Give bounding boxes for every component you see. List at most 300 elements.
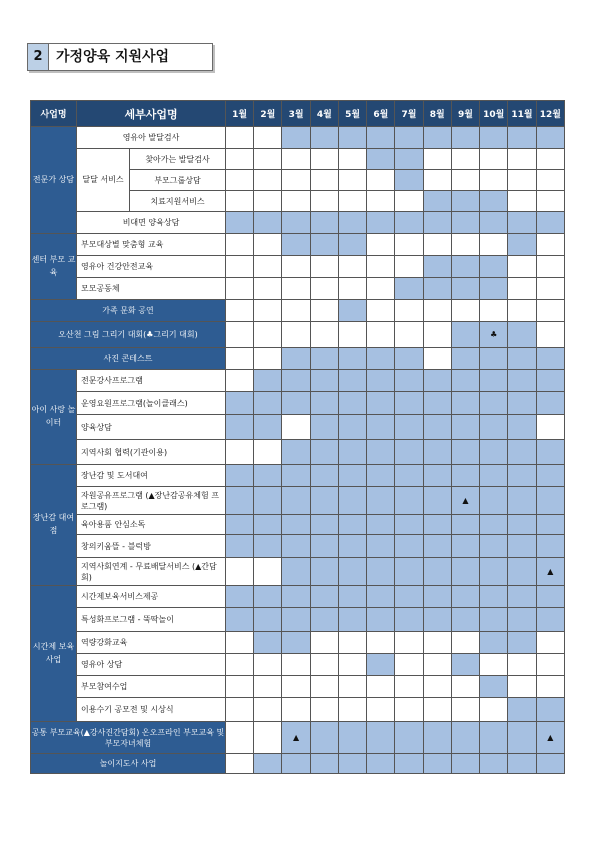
- month-cell: [338, 149, 366, 170]
- month-cell: [254, 440, 282, 465]
- item-label: 사진 콘테스트: [31, 348, 226, 370]
- month-cell: [395, 586, 423, 608]
- month-header: 10월: [480, 101, 508, 127]
- month-cell: [254, 515, 282, 535]
- item-label: 지역사회연계 - 무료배달서비스 (▲간담회): [77, 558, 226, 586]
- month-cell: [480, 698, 508, 722]
- month-cell: [480, 654, 508, 676]
- month-cell: [282, 322, 310, 348]
- item-label: 이용수기 공모전 및 시상식: [77, 698, 226, 722]
- month-cell: [310, 127, 338, 149]
- month-cell: [508, 370, 536, 392]
- month-cell: [536, 487, 564, 515]
- month-cell: [310, 322, 338, 348]
- month-cell: [254, 676, 282, 698]
- month-cell: [395, 212, 423, 234]
- month-header: 12월: [536, 101, 564, 127]
- month-cell: [338, 348, 366, 370]
- month-cell: [508, 278, 536, 300]
- month-cell: [226, 322, 254, 348]
- month-cell: [338, 754, 366, 774]
- month-cell: [508, 127, 536, 149]
- month-cell: [451, 392, 479, 415]
- month-cell: [254, 487, 282, 515]
- month-cell: [536, 698, 564, 722]
- month-cell: [282, 654, 310, 676]
- table-row: [31, 654, 565, 676]
- month-cell: [508, 535, 536, 558]
- month-cell: [536, 300, 564, 322]
- month-cell: [423, 654, 451, 676]
- month-cell: [367, 127, 395, 149]
- month-cell: [536, 440, 564, 465]
- month-cell: [508, 348, 536, 370]
- month-cell: [536, 586, 564, 608]
- month-header: 6월: [367, 101, 395, 127]
- month-cell: [508, 558, 536, 586]
- month-cell: [451, 256, 479, 278]
- month-cell: [310, 515, 338, 535]
- month-cell: [395, 632, 423, 654]
- month-cell: [367, 487, 395, 515]
- month-cell: [536, 191, 564, 212]
- month-cell: [310, 256, 338, 278]
- month-cell: [508, 722, 536, 754]
- month-cell: [536, 170, 564, 191]
- month-cell: [367, 322, 395, 348]
- month-cell: [310, 558, 338, 586]
- month-cell: [480, 234, 508, 256]
- month-cell: [395, 654, 423, 676]
- month-cell: [338, 535, 366, 558]
- month-cell: [282, 632, 310, 654]
- month-cell: [310, 654, 338, 676]
- month-cell: [508, 415, 536, 440]
- month-cell: [226, 392, 254, 415]
- month-cell: [254, 535, 282, 558]
- month-cell: [451, 608, 479, 632]
- month-cell: [282, 256, 310, 278]
- month-cell: [508, 392, 536, 415]
- month-cell: [338, 234, 366, 256]
- month-cell: [310, 392, 338, 415]
- month-cell: [451, 515, 479, 535]
- item-label: 오산천 그림 그리기 대회(♣그리기 대회): [31, 322, 226, 348]
- month-cell: [310, 632, 338, 654]
- month-cell: [367, 170, 395, 191]
- month-cell: [254, 348, 282, 370]
- month-header: 8월: [423, 101, 451, 127]
- month-cell: [282, 754, 310, 774]
- month-cell: [254, 234, 282, 256]
- table-row: [31, 322, 565, 348]
- month-cell: [480, 515, 508, 535]
- month-cell: [367, 586, 395, 608]
- month-cell: [451, 535, 479, 558]
- item-label: 지역사회 협력(기관이용): [77, 440, 226, 465]
- month-cell: [451, 127, 479, 149]
- month-cell: [395, 440, 423, 465]
- month-cell: [423, 515, 451, 535]
- month-cell: [423, 698, 451, 722]
- month-cell: [423, 676, 451, 698]
- month-cell: [310, 348, 338, 370]
- month-cell: [254, 465, 282, 487]
- month-cell: [282, 515, 310, 535]
- item-label: 영유아 발달검사: [77, 127, 226, 149]
- month-cell: [310, 535, 338, 558]
- month-cell: [282, 370, 310, 392]
- month-header: 2월: [254, 101, 282, 127]
- table-row: [31, 370, 565, 392]
- month-cell: [282, 348, 310, 370]
- month-cell: [282, 234, 310, 256]
- month-cell: [451, 754, 479, 774]
- month-cell: [480, 754, 508, 774]
- month-cell: [310, 234, 338, 256]
- club-mark: ♣: [490, 330, 498, 339]
- month-cell: [508, 632, 536, 654]
- month-cell: [508, 170, 536, 191]
- month-cell: [395, 191, 423, 212]
- triangle-mark: ▲: [293, 733, 300, 742]
- month-cell: [226, 676, 254, 698]
- table-row: [31, 415, 565, 440]
- month-cell: [367, 676, 395, 698]
- month-cell: [226, 558, 254, 586]
- item-label: 부모그룹상담: [130, 170, 226, 191]
- table-row: [31, 632, 565, 654]
- month-cell: [367, 654, 395, 676]
- month-cell: [338, 440, 366, 465]
- month-cell: [536, 608, 564, 632]
- month-cell: [310, 370, 338, 392]
- month-cell: [536, 515, 564, 535]
- month-cell: [367, 300, 395, 322]
- month-cell: [423, 586, 451, 608]
- month-cell: [226, 127, 254, 149]
- month-cell: [508, 191, 536, 212]
- month-cell: [226, 440, 254, 465]
- month-cell: [254, 149, 282, 170]
- month-cell: [480, 370, 508, 392]
- month-cell: [451, 322, 479, 348]
- month-cell: [508, 256, 536, 278]
- month-header: 11월: [508, 101, 536, 127]
- month-cell: [451, 676, 479, 698]
- table-row: [31, 212, 565, 234]
- month-cell: [338, 415, 366, 440]
- month-cell: [367, 234, 395, 256]
- table-row: [31, 754, 565, 774]
- month-cell: [423, 256, 451, 278]
- month-cell: [226, 487, 254, 515]
- month-cell: [395, 465, 423, 487]
- month-cell: [480, 722, 508, 754]
- month-cell: [508, 300, 536, 322]
- month-cell: [338, 676, 366, 698]
- month-cell: [508, 698, 536, 722]
- month-cell: [367, 608, 395, 632]
- month-cell: [367, 392, 395, 415]
- month-cell: [508, 322, 536, 348]
- month-cell: [480, 465, 508, 487]
- month-cell: [338, 608, 366, 632]
- month-cell: [423, 212, 451, 234]
- month-cell: [451, 632, 479, 654]
- month-cell: [310, 465, 338, 487]
- month-cell: [226, 608, 254, 632]
- month-cell: [536, 278, 564, 300]
- month-cell: [338, 654, 366, 676]
- detail-header: 세부사업명: [77, 101, 226, 127]
- month-cell: [338, 191, 366, 212]
- month-cell: [480, 212, 508, 234]
- month-cell: [338, 127, 366, 149]
- month-cell: [367, 256, 395, 278]
- month-cell: [423, 632, 451, 654]
- month-cell: [367, 212, 395, 234]
- month-cell: [367, 191, 395, 212]
- month-cell: [508, 754, 536, 774]
- month-cell: [367, 415, 395, 440]
- month-cell: [423, 558, 451, 586]
- month-cell: [282, 170, 310, 191]
- month-cell: [536, 632, 564, 654]
- month-cell: [536, 348, 564, 370]
- month-cell: [423, 149, 451, 170]
- month-cell: [395, 234, 423, 256]
- month-cell: [508, 487, 536, 515]
- month-cell: [480, 558, 508, 586]
- month-cell: [480, 440, 508, 465]
- item-label: 양육상담: [77, 415, 226, 440]
- month-header: 5월: [338, 101, 366, 127]
- month-cell: [395, 487, 423, 515]
- item-label: 공통 부모교육(▲강사진간담회) 온오프라인 부모교육 및 부모자녀체험: [31, 722, 226, 754]
- month-cell: [310, 676, 338, 698]
- month-cell: [451, 300, 479, 322]
- month-cell: [423, 348, 451, 370]
- month-cell: [338, 212, 366, 234]
- month-cell: [395, 127, 423, 149]
- month-cell: [226, 415, 254, 440]
- month-cell: [282, 278, 310, 300]
- month-cell: [395, 722, 423, 754]
- month-cell: [395, 608, 423, 632]
- month-cell: [226, 722, 254, 754]
- month-cell: [395, 558, 423, 586]
- month-cell: [536, 676, 564, 698]
- category-cell: 전문가 상담: [31, 127, 77, 234]
- month-cell: [536, 127, 564, 149]
- month-cell: [451, 370, 479, 392]
- month-cell: [338, 322, 366, 348]
- month-header: 9월: [451, 101, 479, 127]
- month-cell: [423, 127, 451, 149]
- month-cell: [423, 370, 451, 392]
- month-cell: [395, 515, 423, 535]
- item-label: 장난감 및 도서대여: [77, 465, 226, 487]
- month-cell: [367, 348, 395, 370]
- month-cell: [254, 127, 282, 149]
- month-cell: [451, 698, 479, 722]
- month-cell: [451, 558, 479, 586]
- triangle-mark: ▲: [547, 733, 554, 742]
- month-cell: [254, 754, 282, 774]
- month-cell: [536, 149, 564, 170]
- month-header: 7월: [395, 101, 423, 127]
- month-cell: [310, 440, 338, 465]
- month-cell: [254, 370, 282, 392]
- table-row: [31, 722, 565, 754]
- month-cell: [310, 278, 338, 300]
- month-cell: [254, 698, 282, 722]
- month-cell: [367, 515, 395, 535]
- month-cell: [254, 278, 282, 300]
- month-cell: [226, 465, 254, 487]
- item-label: 부모대상별 맞춤형 교육: [77, 234, 226, 256]
- month-cell: [451, 348, 479, 370]
- item-label: 영유아 상담: [77, 654, 226, 676]
- item-label: 놀이지도사 사업: [31, 754, 226, 774]
- month-header: 1월: [226, 101, 254, 127]
- month-cell: [536, 754, 564, 774]
- month-cell: [338, 487, 366, 515]
- month-cell: [367, 440, 395, 465]
- month-cell: [254, 322, 282, 348]
- month-cell: [226, 234, 254, 256]
- item-label: 창의키움뜰 - 블럭방: [77, 535, 226, 558]
- month-cell: [508, 654, 536, 676]
- month-cell: [282, 698, 310, 722]
- month-cell: [254, 170, 282, 191]
- header-row: [31, 101, 565, 127]
- month-cell: [536, 392, 564, 415]
- month-cell: [367, 722, 395, 754]
- month-cell: [451, 234, 479, 256]
- month-cell: [395, 698, 423, 722]
- month-cell: [423, 392, 451, 415]
- month-cell: [226, 212, 254, 234]
- month-cell: [282, 586, 310, 608]
- month-cell: [254, 654, 282, 676]
- item-label: 시간제보육서비스제공: [77, 586, 226, 608]
- item-label: 특성화프로그램 - 뚝딱놀이: [77, 608, 226, 632]
- month-cell: [254, 212, 282, 234]
- month-cell: [536, 465, 564, 487]
- month-cell: [338, 278, 366, 300]
- month-cell: [226, 535, 254, 558]
- month-cell: [423, 322, 451, 348]
- month-cell: [451, 212, 479, 234]
- month-cell: [423, 535, 451, 558]
- month-cell: [226, 754, 254, 774]
- table-row: [31, 392, 565, 415]
- month-cell: [367, 370, 395, 392]
- table-row: [31, 278, 565, 300]
- month-cell: [310, 487, 338, 515]
- month-cell: [226, 370, 254, 392]
- section-number: 2: [28, 44, 49, 70]
- month-cell: [395, 754, 423, 774]
- month-cell: [282, 127, 310, 149]
- month-cell: [508, 676, 536, 698]
- table-row: [31, 698, 565, 722]
- month-cell: [338, 558, 366, 586]
- month-cell: [254, 191, 282, 212]
- month-cell: [226, 149, 254, 170]
- table-row: [31, 676, 565, 698]
- table-row: [31, 608, 565, 632]
- month-cell: [310, 608, 338, 632]
- month-cell: [282, 535, 310, 558]
- month-cell: [367, 754, 395, 774]
- month-cell: [367, 535, 395, 558]
- month-cell: [536, 370, 564, 392]
- month-cell: [367, 465, 395, 487]
- month-cell: [423, 191, 451, 212]
- month-cell: [226, 191, 254, 212]
- month-cell: [508, 586, 536, 608]
- month-cell: [536, 256, 564, 278]
- month-cell: [338, 256, 366, 278]
- table-row: [31, 586, 565, 608]
- month-cell: [423, 278, 451, 300]
- table-row: [31, 465, 565, 487]
- month-cell: [282, 300, 310, 322]
- month-cell: [282, 191, 310, 212]
- month-cell: [423, 300, 451, 322]
- month-cell: [226, 300, 254, 322]
- month-cell: [423, 754, 451, 774]
- month-cell: [423, 465, 451, 487]
- table-row: [31, 149, 565, 170]
- month-cell: [367, 632, 395, 654]
- month-cell: [451, 654, 479, 676]
- month-cell: [508, 608, 536, 632]
- month-cell: [480, 586, 508, 608]
- month-cell: [226, 348, 254, 370]
- month-cell: [310, 754, 338, 774]
- month-cell: [423, 170, 451, 191]
- month-cell: [480, 322, 508, 348]
- month-cell: [508, 149, 536, 170]
- month-cell: [282, 676, 310, 698]
- month-cell: [536, 322, 564, 348]
- month-cell: [451, 586, 479, 608]
- subcategory-cell: 달달 서비스: [77, 149, 130, 212]
- item-label: 자원공유프로그램 (▲장난감공유체험 프로그램): [77, 487, 226, 515]
- month-cell: [451, 722, 479, 754]
- month-cell: [451, 191, 479, 212]
- table-row: [31, 558, 565, 586]
- table-row: [31, 440, 565, 465]
- month-cell: [395, 170, 423, 191]
- table-row: [31, 256, 565, 278]
- month-cell: [395, 676, 423, 698]
- month-cell: [451, 465, 479, 487]
- item-label: 찾아가는 발달검사: [130, 149, 226, 170]
- month-cell: [423, 487, 451, 515]
- month-cell: [536, 234, 564, 256]
- section-title-box: [27, 43, 213, 71]
- month-cell: [480, 300, 508, 322]
- triangle-mark: ▲: [462, 496, 469, 505]
- month-cell: [226, 278, 254, 300]
- item-label: 역량강화교육: [77, 632, 226, 654]
- month-cell: [226, 515, 254, 535]
